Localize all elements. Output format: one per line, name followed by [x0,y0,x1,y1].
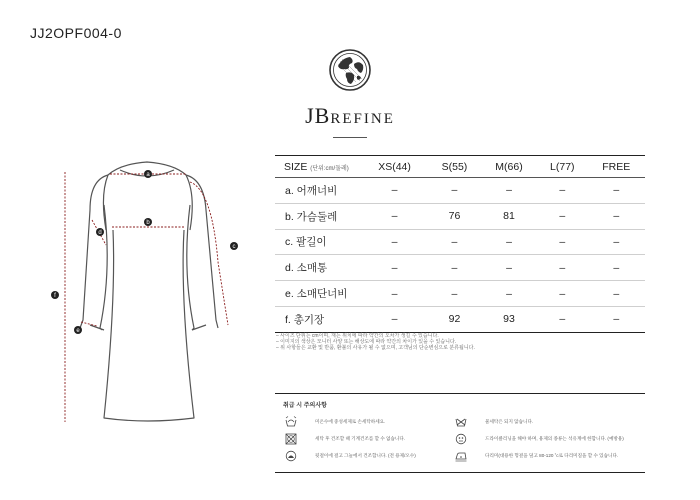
cell-value: – [537,306,587,332]
note-line: – 이미지의 색상은 모니터 사양 또는 해상도에 따라 약간의 차이가 있을 수 있습니다. [276,339,457,346]
brand-logo [290,48,410,138]
cell-value: – [361,281,428,307]
dress-sketch [40,150,260,485]
row-label: e. 소매단너비 [275,281,361,307]
table-row [275,255,645,281]
cell-value: – [587,306,645,332]
cell-value: 92 [428,306,481,332]
cell-value: – [428,178,481,204]
size-header-s: S(55) [428,156,481,178]
product-code: JJ2OPF004-0 [30,25,122,41]
care-text: 미온수에 중성세제로 손세탁하세요. [315,419,386,424]
care-item [455,433,624,445]
size-header-m: M(66) [481,156,537,178]
no-bleach-icon [285,433,297,445]
cell-value: – [537,255,587,281]
table-row [275,306,645,332]
cell-value: – [481,178,537,204]
svg-text:f: f [54,293,56,299]
table-row [275,203,645,229]
dry-flat-icon [455,416,467,428]
row-label: c. 팔길이 [275,229,361,255]
care-item [285,450,416,462]
cell-value: – [361,306,428,332]
size-table [275,155,645,333]
brand-wordmark [290,103,410,129]
cell-value: 81 [481,203,537,229]
cell-value: – [361,229,428,255]
care-text: 세탁 후 건조할 때 기계건조를 할 수 없습니다. [315,436,406,441]
cell-value: – [537,203,587,229]
cell-value: – [587,229,645,255]
cell-value: – [481,229,537,255]
cell-value: – [361,178,428,204]
row-label: a. 어깨너비 [275,178,361,204]
cell-value: – [537,229,587,255]
row-label: b. 가슴둘레 [275,203,361,229]
care-item [455,416,533,428]
row-label: f. 총기장 [275,306,361,332]
cell-value: – [428,255,481,281]
care-text: 드라이클리닝을 해야 하며, 용제의 종류는 석유계에 한합니다. (예방용) [485,436,624,441]
cell-value: – [481,255,537,281]
care-item [285,416,385,428]
svg-text:b: b [146,220,150,226]
size-header-free: FREE [587,156,645,178]
svg-text:c: c [232,244,236,250]
table-row [275,229,645,255]
hand-wash-icon [285,416,297,428]
cell-value: 93 [481,306,537,332]
care-text: 물세탁은 되지 않습니다. [485,419,534,424]
cell-value: – [587,203,645,229]
cell-value: – [428,281,481,307]
svg-text:e: e [76,328,80,334]
cell-value: – [361,255,428,281]
svg-text:d: d [98,230,102,236]
cell-value: – [481,281,537,307]
brand-name-small: REFINE [330,111,395,127]
size-notes [276,333,656,352]
svg-text:a: a [146,172,150,178]
cell-value: – [537,281,587,307]
note-line: – 위 사항들은 교환 및 반품, 환불의 사유가 될 수 없으며, 고객님의 단순변심으로 분류됩니다. [276,345,475,352]
size-header-cell: SIZE (단위:cm/둘레) [275,156,361,178]
brand-divider [333,137,367,138]
size-header-xs: XS(44) [361,156,428,178]
cell-value: – [537,178,587,204]
note-line: – 사이즈 단위는 cm이며, 재는 위치에 따라 약간의 오차가 생길 수 있습니다. [276,333,439,339]
table-row [275,281,645,307]
size-header-l: L(77) [537,156,587,178]
cell-value: – [587,281,645,307]
no-tumble-dry-icon [455,433,467,445]
care-text: 뒷걸이에 걸고 그늘에서 건조합니다. (전 용제/오수) [315,453,416,458]
cell-value: – [587,178,645,204]
care-item [455,450,618,462]
cell-value: – [428,229,481,255]
care-instructions [275,393,645,473]
care-text: 다리미(대용한 헝겊을 덮고 80-120 ˚c로 다리미질을 할 수 있습니다. [485,453,619,458]
cell-value: 76 [428,203,481,229]
size-header-row [275,156,645,178]
brand-name-large: JB [305,103,331,128]
table-row [275,178,645,204]
globe-logo-icon [328,48,372,92]
row-label: d. 소매통 [275,255,361,281]
iron-icon [455,450,467,462]
cell-value: – [361,203,428,229]
care-title: 취급 시 주의사항 [283,403,327,409]
cell-value: – [587,255,645,281]
dry-clean-icon [285,450,297,462]
care-item [285,433,405,445]
